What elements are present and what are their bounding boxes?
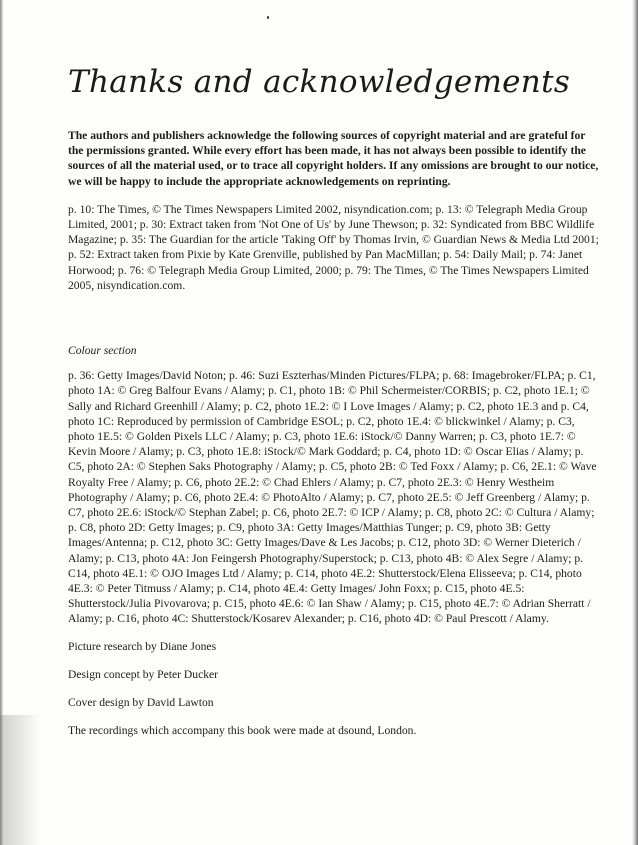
design-concept-credit: Design concept by Peter Ducker [68, 667, 219, 681]
intro-paragraph: The authors and publishers acknowledge the following sources of copyright material and are grateful for the permissions granted. While every effort has been made, it has not always been possible to identify the sources of all the material used, or to trace all copyright holders. If any omissions are brought to our notice, we will be happy to include the appropriate acknowledgements on reprinting. [68, 129, 599, 188]
recordings-credit: The recordings which accompany this book were made at dsound, London. [68, 724, 417, 738]
scan-speck [267, 16, 269, 19]
scan-edge-right [632, 0, 638, 845]
colour-section-credits: p. 36: Getty Images/David Noton; p. 46: Suzi Eszterhas/Minden Pictures/FLPA; p. 68: Imagebroker/FLPA; p. C1, photo 1A: © Greg Balfour Evans / Alamy; p. C1, photo 1B: © Phil Schermeister/CORBIS; p. C2, photo 1E.1; © Sally and Richard Greenhill / Alamy; p. C2, photo 1E.2: © I Love Images / Alamy; p. C2, photo 1E.3 and p. C4, photo 1C: Reproduced by permission of Cambridge ESOL; p. C2, photo 1E.4: © blickwinkel / Alamy; p. C3, photo 1E.5: © Golden Pixels LLC / Alamy; p. C3, photo 1E.6: iStock/© Danny Warren; p. C3, photo 1E.7: © Kevin Moore / Alamy; p. C3, photo 1E.8: iStock/© Mark Goddard; p. C4, photo 1D: © Oscar Elias / Alamy; p. C5, photo 2A: © Stephen Saks Photography / Alamy; p. C5, photo 2B: © Ted Foxx / Alamy; p. C6, 2E.1: © Wave Royalty Free / Alamy; p. C6, photo 2E.2: © Chad Ehlers / Alamy; p. C7, photo 2E.3: © Henry Westheim Photography / Alamy; p. C6, photo 2E.4: © PhotoAlto / Alamy; p. C7, photo 2E.5: © Jeff Greenberg / Alamy; p. C7, photo 2E.6: iStock/© Stephan Zabel; p. C6, photo 2E.7: © ICP / Alamy; p. C8, photo 2C: © Cultura / Alamy; p. C8, photo 2D: Getty Images; p. C9, photo 3A: Getty Images/Matthias Tunger; p. C9, photo 3B: Getty Images/Antenna; p. C12, photo 3C: Getty Images/Dave & Les Jacobs; p. C12, photo 3D: © Werner Dieterich / Alamy; p. C13, photo 4A: Jon Feingersh Photography/Superstock; p. C13, photo 4B: © Alex Segre / Alamy; p. C14, photo 4E.1: © OJO Images Ltd / Alamy; p. C14, photo 4E.2: Shutterstock/Elena Elisseeva; p. C14, photo 4E.3: © Peter Titmuss / Alamy; p. C14, photo 4E.4: Getty Images/ John Foxx; p. C15, photo 4E.5: Shutterstock/Julia Pivovarova; p. C15, photo 4E.6: © Ian Shaw / Alamy; p. C15, photo 4E.7: © Adrian Sherratt / Alamy; p. C16, photo 4C: Shutterstock/Kosarev Alexander; p. C16, photo 4D: © Paul Prescott / Alamy. [68, 369, 597, 626]
scan-shadow-bottom-left [0, 715, 40, 845]
text-sources-paragraph: p. 10: The Times, © The Times Newspapers Limited 2002, nisyndication.com; p. 13: © Telegraph Media Group Limited, 2001; p. 30: Extract taken from 'Not One of Us' by June Thewson; p. 32: Syndicated from BBC Wildlife Magazine; p. 35: The Guardian for the article 'Taking Off' by Thomas Irvin, © Guardian News & Media Ltd 2001; p. 52: Extract taken from Pixie by Kate Grenville, published by Pan MacMillan; p. 54: Daily Mail; p. 74: Janet Horwood; p. 76: © Telegraph Media Group Limited, 2000; p. 79: The Times, © The Times Newspapers Limited 2005, nisyndication.com. [68, 202, 599, 292]
colour-section-heading: Colour section [68, 344, 137, 358]
cover-design-credit: Cover design by David Lawton [68, 696, 214, 710]
acknowledgements-body [68, 128, 600, 752]
page-title: Thanks and acknowledgements [68, 64, 571, 100]
picture-research-credit: Picture research by Diane Jones [68, 639, 217, 653]
